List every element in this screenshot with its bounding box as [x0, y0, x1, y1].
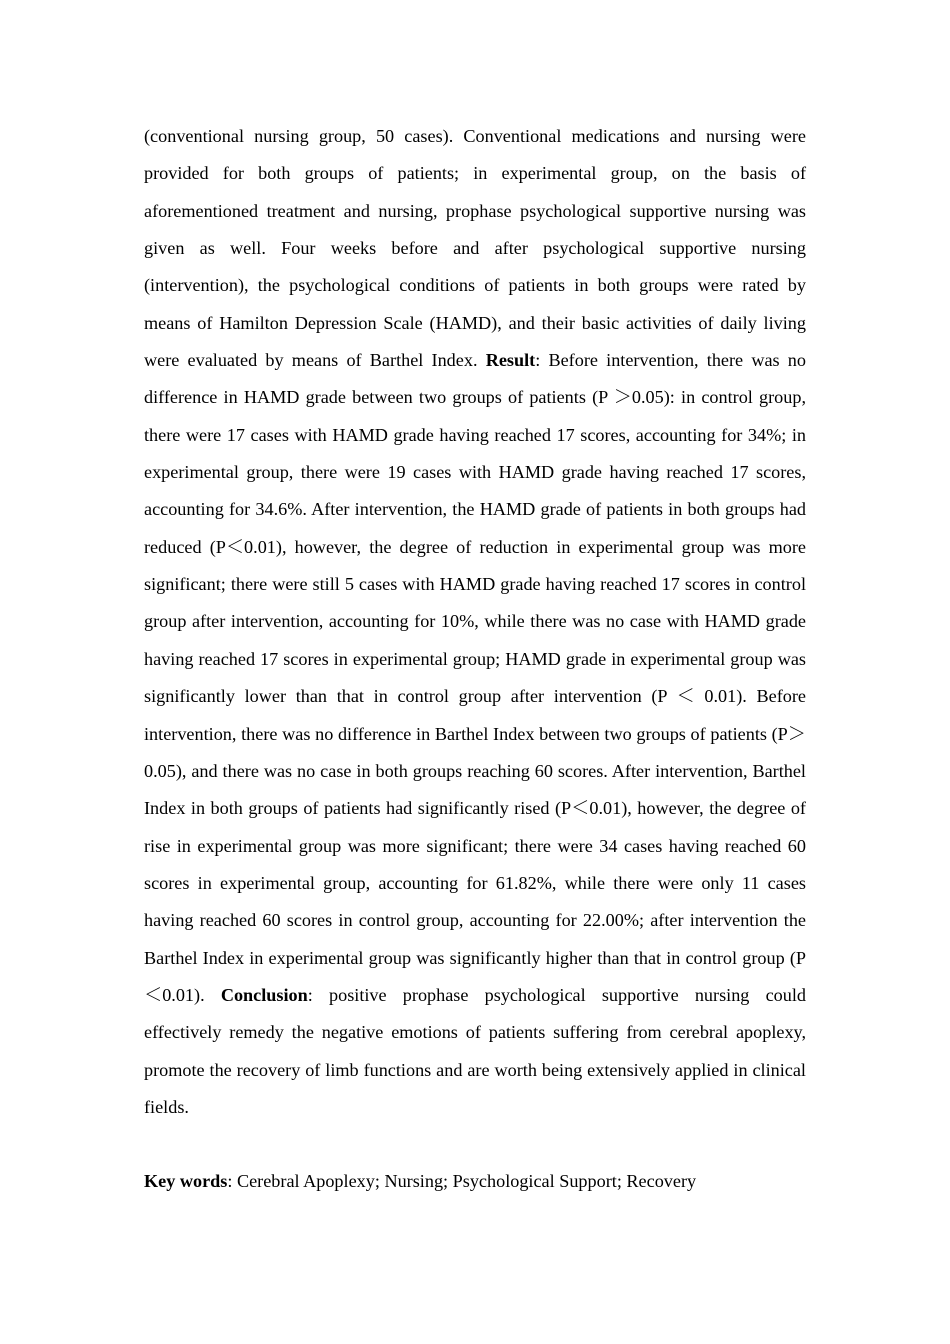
result-text: : Before intervention, there was no difference in HAMD grade between two groups of patients (P ＞0.05): in control group, there were 17 cases with HAMD grade having reached 17 scores, accounting for 34%; in experimental group, there were 19 cases with HAMD grade having reached 17 scores, accounting for 34.6%. After intervention, the HAMD grade of patients in both groups had reduced (P＜0.01), however, the degree of reduction in experimental group was more significant; there were still 5 cases with HAMD grade having reached 17 scores in control group after intervention, accounting for 10%, while there was no case with HAMD grade having reached 17 scores in experimental group; HAMD grade in experimental group was significantly lower than that in control group after intervention (P ＜ 0.01). Before intervention, there was no difference in Barthel Index between two groups of patients (P＞0.05), and there was no case in both groups reaching 60 scores. After intervention, Barthel Index in both groups of patients had significantly rised (P＜0.01), however, the degree of rise in experimental group was more significant; there were 34 cases having reached 60 scores in experimental group, accounting for 61.82%, while there were only 11 cases having reached 60 scores in control group, accounting for 22.00%; after intervention the Barthel Index in experimental group was significantly higher than that in control group (P＜0.01). — [144, 350, 806, 1005]
abstract-paragraph — [144, 118, 806, 1126]
keywords-text: : Cerebral Apoplexy; Nursing; Psychological Support; Recovery — [227, 1171, 697, 1191]
conclusion-label: Conclusion — [220, 984, 308, 1005]
result-label: Result — [485, 350, 536, 371]
keywords-label: Key words — [144, 1171, 228, 1191]
conclusion-text: : positive prophase psychological supportive nursing could effectively remedy the negative emotions of patients suffering from cerebral apoplexy, promote the recovery of limb functions and are worth being extensively applied in clinical fields. — [144, 984, 806, 1117]
keywords-line — [144, 1164, 806, 1198]
abstract-methods-text: (conventional nursing group, 50 cases). Conventional medications and nursing were provided for both groups of patients; in experimental group, on the basis of aforementioned treatment and nursing, prophase psychological supportive nursing was given as well. Four weeks before and after psychological supportive nursing (intervention), the psychological conditions of patients in both groups were rated by means of Hamilton Depression Scale (HAMD), and their basic activities of daily living were evaluated by means of Barthel Index. — [144, 126, 806, 371]
